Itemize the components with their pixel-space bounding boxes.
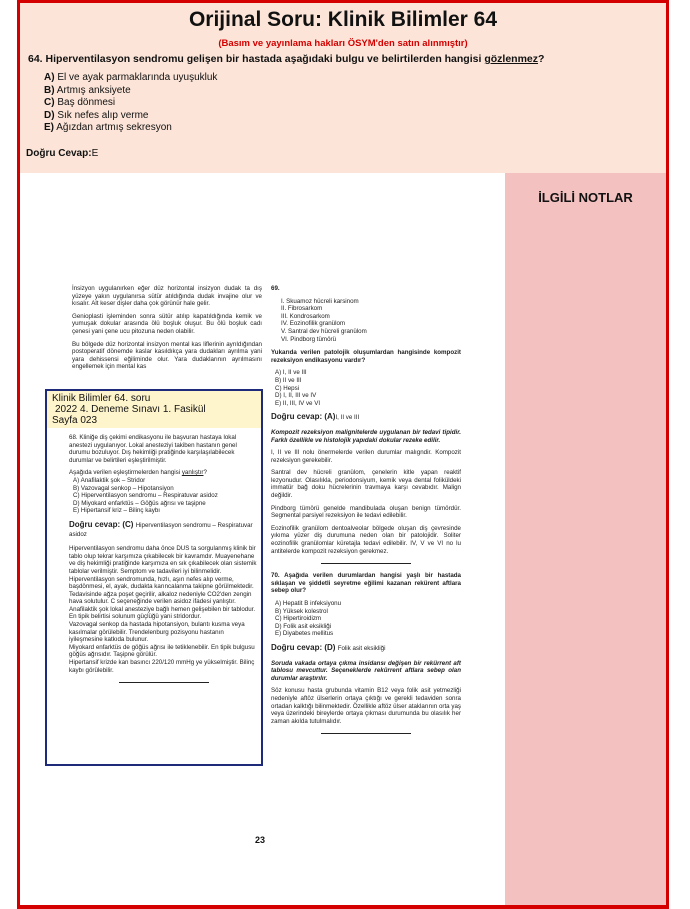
q69-options: A) I, II ve III B) II ve III C) Hepsi D) I, II, III ve IV E) II, III, IV ve VI bbox=[275, 369, 321, 407]
q69-items: I. Skuamoz hücreli karsinom II. Fibrosarkom III. Kondrosarkom IV. Eozinofilik granülom V. Santral dev hücreli granülom VI. Pindborg tümörü bbox=[281, 297, 367, 343]
q69-answer: Doğru cevap: (A)I, II ve III bbox=[271, 412, 360, 422]
option-a: A) El ve ayak parmaklarında uyuşukluk bbox=[44, 72, 218, 83]
source-reference: Klinik Bilimler 64. soru 2022 4. Deneme Sınavı 1. Fasikül Sayfa 023 bbox=[47, 391, 261, 428]
copyright-note: (Basım ve yayınlama hakları ÖSYM'den satın alınmıştır) bbox=[218, 38, 468, 49]
page-number: 23 bbox=[255, 835, 266, 845]
question-stem: 64. Hiperventilasyon sendromu gelişen bir hastada aşağıdaki bulgu ve belirtilerden hangisi gözlenmez? bbox=[28, 53, 545, 65]
correct-answer: Doğru Cevap:E bbox=[26, 148, 99, 159]
option-e: E) Ağızdan artmış sekresyon bbox=[44, 122, 172, 134]
source-box bbox=[45, 389, 263, 766]
divider bbox=[321, 733, 411, 734]
q68-block: 68. Kliniğe diş çekimi endikasyonu ile başvuran hastaya lokal anestezi uygulanıyor. Lokal anesteziyi takiben hastanın genel durumu bozuluyor. Dış hekimliği pratiğinde karşılaşılabilecek durumlar ve belirtileri eşleştirilmiştir. Aşağıda verilen eşleştirmelerden hangisi yanlıştır? A) Anafilaktik şok – Stridor B) Vazovagal senkop – Hipotansiyon C) Hiperventilasyon sendromu – Respiratuvar asidoz D) Miyokard enfarktüs – Göğüs ağrısı ve taşipne E) Hipertansif kriz – Bilinç kaybı Doğru cevap: (C) Hiperventilasyon sendromu – Respiratuvar asidoz Hiperventilasyon sendromu daha önce DUS ta sorgulanmış klinik bir tablo olup tekrar karşımıza çıkabilecek bir kavramdır. Muayenehane ve diş hekimliği pratiğinde karşımıza en sık çıkabilecek olan sistemik tablolar verilmiştir. Semptom ve tadavileri iyi bilinmelidir. Hiperventilasyon sendromunda, hızlı, aşırı nefes alıp verme, başdönmesi, el, ayak, dudakta karıncalanma takipne görülmektedir. Tedavisinde ağza poşet geçirilir, alkaloz nedeniyle CO2'den zengin hava solutulur. C seçeneğinde verilen asidoz ifadesi yanlıştır. Anafilaktik şok lokal anesteziye bağlı hemen gelişebilen bir tablodur. En tipik belirtisi solunum güçlüğü yani stridordur. Vazovagal senkop da hastada hipotansiyon, bulantı kusma veya kasılmalar görülebilir. Trendelenburg pozisyonu hastanın iyileşmesine katkıda bulunur. Miyokard enfarktüs de göğüs ağrısı ile tetiklenebilir. En tipik bulgusu göğüs ağrısıdır. Taşipne görülür. Hipertansif krizde kan basıncı 220/120 mmHg ye yükselmiştir. Bilinç kaybı görülebilir. bbox=[69, 434, 259, 691]
divider bbox=[119, 682, 209, 683]
q70-answer: Doğru cevap: (D) Folik asit eksikliği bbox=[271, 642, 386, 652]
option-c: C) Baş dönmesi bbox=[44, 97, 116, 109]
q70-stem: 70. Aşağıda verilen durumlardan hangisi yaşlı bir hastada sıklaşan ve şiddetli seyretme eğilimi kazanan rekürent aftlara sebep olur? bbox=[271, 572, 461, 595]
notes-title: İLGİLİ NOTLAR bbox=[538, 190, 633, 205]
question-text: Hiperventilasyon sendromu gelişen bir hastada aşağıdaki bulgu ve belirtilerden hangisi bbox=[45, 53, 482, 65]
page-title: Orijinal Soru: Klinik Bilimler 64 bbox=[188, 8, 498, 31]
q68-answer: Doğru cevap: (C) Hiperventilasyon sendromu – Respiratuvar asidoz bbox=[69, 519, 253, 538]
option-d: D) Sık nefes alıp verme bbox=[44, 109, 149, 121]
q70-options: A) Hepatit B infeksiyonu B) Yüksek kolestrol C) Hipertiroidizm D) Folik asit eksikliği E) Diyabetes mellitus bbox=[275, 600, 342, 638]
q68-options: A) Anafilaktik şok – Stridor B) Vazovagal senkop – Hipotansiyon C) Hiperventilasyon sendromu – Respiratuvar asidoz D) Miyokard enfarktüs – Göğüs ağrısı ve taşipne E) Hipertansif kriz – Bilinç kaybı bbox=[73, 476, 218, 515]
option-b: B) Artmış anksiyete bbox=[44, 84, 131, 96]
answer-options bbox=[44, 72, 217, 135]
book-right-column: 69. I. Skuamoz hücreli karsinom II. Fibrosarkom III. Kondrosarkom IV. Eozinofilik granülom V. Santral dev hücreli granülom VI. Pindborg tümörü Yukarıda verilen patolojik oluşumlardan hangisinde kompozit rezeksiyon endikasyonu vardır? A) I, II ve III B) II ve III C) Hepsi D) I, II, III ve IV E) II, III, IV ve VI Doğru cevap: (A)I, II ve III Kompozit rezeksiyon malignitelerde uygulanan bir tedavi tipidir. Farklı özellikle ve histolojik yapıdaki dokular rezeke edilir. I, II ve III nolu önermelerde verilen durumlar malıgndir. Kompozit rezeksiyon gerekebilir. Santral dev hücreli granülom, çenelerin kitle yapan reaktif lezyonudur. Olasılıkla, periodonsiyum, kemik veya dental foliküldeki immatür bağ doku hücrelerinin travmaya karşı cevabıdır. Malign değildir. Pindborg tümörü genelde mandibulada oluşan benign tümördür. Segmental parsiyel rezeksiyon ile tedavi edilebilir. Eozinofilik granülom dentoalveolar bölgede oluşan diş çevresinde yıkıma yüzer diş durumuna neden olan bir patolojidir. Soliter eozinofilik granülomlar küretajla tedavi edilebilir. IV, V ve VI no lu antitelerde kompozit rezeksiyon gerekmez. 70. Aşağıda verilen durumlardan hangisi yaşlı bir hastada sıklaşan ve şiddetli seyretme eğilimi kazanan rekürent aftlara sebep olur? A) Hepatit B infeksiyonu B) Yüksek kolestrol C) Hipertiroidizm D) Folik asit eksikliği E) Diyabetes mellitus Doğru cevap: (D) Folik asit eksikliği Soruda vakada ortaya çıkma insidansı değişen bir rekürrent aft tablosu mevcuttur. Seçeneklerde rekürrent aftlara sebep olan durumlar araştırılır. Söz konusu hasta grubunda vitamin B12 veya folik asit yetmezliği nedeniyle aftöz ülserlerin ortaya çıktığı ve gerekli tedaviden sonra ortadan kalktığı bilinmektedir. Özellikle aftöz ülser ataklarının orta yaş veya üzerindeki bireylerde ortaya çıkması durumunda bu olasılık her zaman akılda tutulmalıdır. bbox=[271, 285, 461, 742]
question-number: 64. bbox=[28, 53, 43, 65]
divider bbox=[321, 563, 411, 564]
q68-stem: 68. Kliniğe diş çekimi endikasyonu ile başvuran hastaya lokal anestezi uygulanıyor. Lokal anesteziyi takiben hastanın genel durumu bozuluyor. Dış hekimliği pratiğinde karşılaşılabilecek durumlar ve belirtileri eşleştirilmiştir. bbox=[69, 434, 237, 464]
q68-prompt: Aşağıda verilen eşleştirmelerden hangisi yanlıştır? bbox=[69, 469, 207, 477]
book-left-column: İnsizyon uygulanırken eğer düz horizontal insizyon dudak ta dış yüzeye yakın uygulanırsa sütür atıldığında dudak invajine olur ve kısalır. Alt keser dişler daha çok görünür hale gelir. Genioplasti işleminden sonra sütür atılıp kapatıldığında kemik ve yumuşak dokular arasında ölü boşluk oluşur. Bu ölü boşluk cadı çenesi yani çene ucu pitozuna neden olabilir. Bu bölgede düz horizontal insizyon mental kas liflerinin ayrıldığından postoperatif dönemde kaslar kasıldıkça yara dudakları ayrılma yani yara dehissensi eğiliminde olur. Yara dudaklarının ayrılmasını engellemek için mental kas bbox=[72, 285, 262, 371]
notes-panel bbox=[505, 173, 666, 905]
question-underlined-word: gözlenmez bbox=[484, 53, 539, 65]
